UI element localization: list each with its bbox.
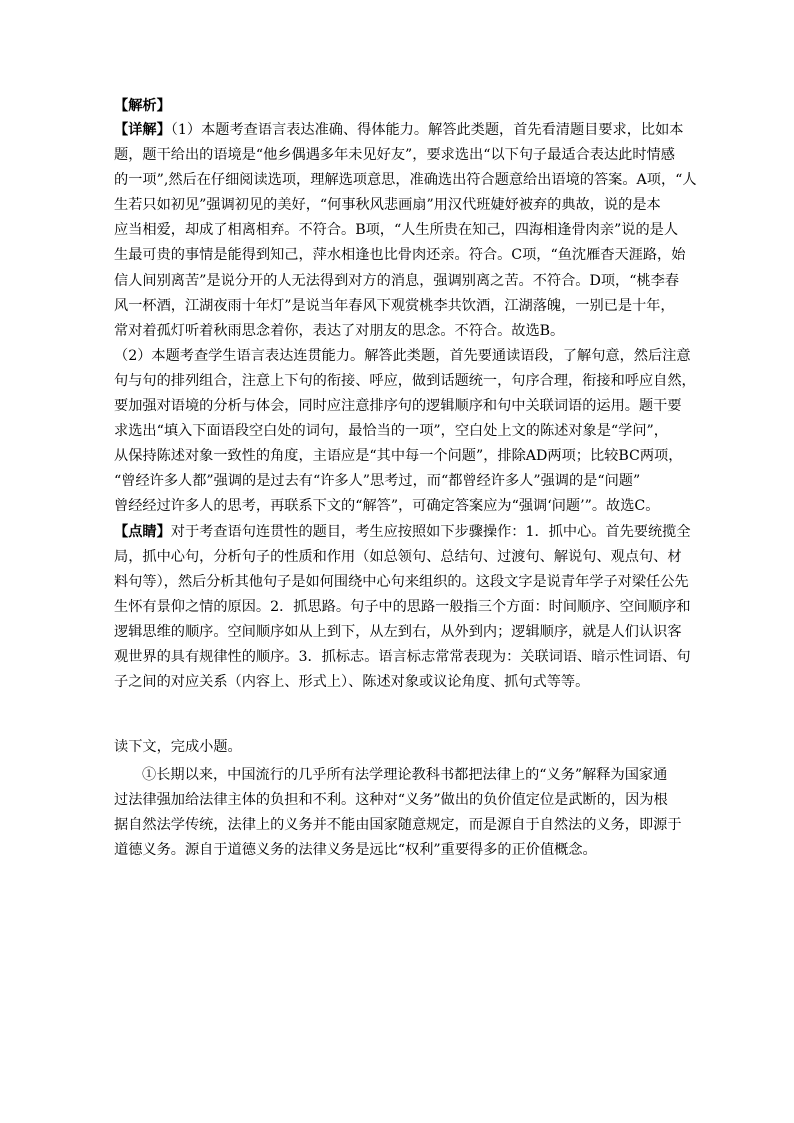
key-point-line: 局，抓中心句，分析句子的性质和作用（如总领句、总结句、过渡句、解说句、观点句、材	[114, 548, 682, 565]
coherence-line: （2）本题考查学生语言表达连贯能力。解答此类题，首先要通读语段，了解句意，然后注意	[114, 347, 691, 364]
coherence-line: “曾经许多人都”强调的是过去有“许多人”思考过，而“都曾经许多人”强调的是“问题”	[114, 473, 641, 490]
coherence-line: 句与句的排列组合，注意上下句的衔接、呼应，做到话题统一，句序合理，衔接和呼应自然，	[114, 372, 696, 389]
coherence-line: 从保持陈述对象一致性的角度，主语应是“其中每一个问题”，排除AD两项；比较BC两项，	[114, 448, 683, 465]
coherence-line: 求选出“填入下面语段空白处的词句，最恰当的一项”，空白处上文的陈述对象是“学问”，	[114, 423, 668, 440]
detail-label: 【详解】	[114, 122, 171, 138]
detail-line: 题，题干给出的语境是“他乡偶遇多年未见好友”，要求选出“以下句子最适合表达此时情感	[114, 147, 675, 164]
passage-line: 过法律强加给法律主体的负担和不利。这种对“义务”做出的负价值定位是武断的，因为根	[114, 792, 668, 809]
key-point-line: 料句等），然后分析其他句子是如何围绕中心句来组织的。这段文字是说青年学子对梁任公先	[114, 573, 689, 590]
passage-line: 道德义务。源自于道德义务的法律义务是远比“权利”重要得多的正价值概念。	[114, 842, 597, 859]
detail-line: 生最可贵的事情是能得到知己，萍水相逢也比骨肉还亲。符合。C项，“鱼沈雁杳天涯路，始	[114, 247, 686, 264]
document-page	[114, 96, 697, 866]
analysis-heading: 【解析】	[114, 98, 171, 114]
key-point-line: 观世界的具有规律性的顺序。3．抓标志。语言标志常常表现为：关联词语、暗示性词语、句	[114, 648, 691, 665]
detail-line: 风一杯酒，江湖夜雨十年灯”是说当年春风下观赏桃李共饮酒，江湖落魄，一别已是十年，	[114, 297, 675, 314]
key-point-line: 子之间的对应关系（内容上、形式上）、陈述对象或议论角度、抓句式等等。	[114, 674, 590, 691]
passage-line: 据自然法学传统，法律上的义务并不能由国家随意规定，而是源自于自然法的义务，即源于	[114, 817, 682, 834]
key-point-paragraph	[114, 522, 691, 693]
key-point-line: 生怀有景仰之情的原因。2．抓思路。句子中的思路一般指三个方面：时间顺序、空间顺序和	[114, 598, 691, 615]
passage-line: ①长期以来，中国流行的几乎所有法学理论教科书都把法律上的“义务”解释为国家通	[142, 767, 668, 784]
detail-text: （1）本题考查语言表达准确、得体能力。解答此类题，首先看清题目要求，比如本	[170, 122, 684, 138]
detail-line: 应当相爱，却成了相离相弃。不符合。B项，“人生所贵在知己，四海相逢骨肉亲”说的是人	[114, 222, 679, 239]
coherence-line: 曾经经过许多人的思考，再联系下文的“解答”，可确定答案应为“强调‘问题’”。故选C。	[114, 498, 660, 515]
detail-line-1	[114, 120, 686, 140]
coherence-line: 要加强对语境的分析与体会，同时应注意排序句的逻辑顺序和句中关联词语的运用。题干要	[114, 398, 682, 415]
reading-prompt: 读下文，完成小题。	[114, 739, 242, 756]
key-point-label: 【点睛】	[114, 523, 171, 540]
key-point-line: 逻辑思维的顺序。空间顺序如从上到下，从左到右，从外到内；逻辑顺序，就是人们认识客	[114, 623, 682, 640]
section-gap	[114, 697, 686, 737]
key-point-text: 对于考查语句连贯性的题目，考生应按照如下步骤操作：1．抓中心。首先要统揽全	[170, 523, 691, 540]
passage-paragraph	[114, 765, 686, 860]
coherence-paragraph	[114, 346, 696, 517]
detail-line: 常对着孤灯听着秋雨思念着你，表达了对朋友的思念。不符合。故选B。	[114, 322, 565, 339]
key-point-line-1	[114, 522, 691, 542]
detail-line: 的一项”,然后在仔细阅读选项，理解选项意思，准确选出符合题意给出语境的答案。A项，“人	[114, 172, 697, 189]
detail-line: 信人间别离苦”是说分开的人无法得到对方的消息，强调别离之苦。不符合。D项，“桃李春	[114, 272, 680, 289]
detail-line: 生若只如初见”强调初见的美好，“何事秋风悲画扇”用汉代班婕妤被弃的典故，说的是本	[114, 197, 661, 214]
detail-paragraph	[114, 120, 697, 341]
